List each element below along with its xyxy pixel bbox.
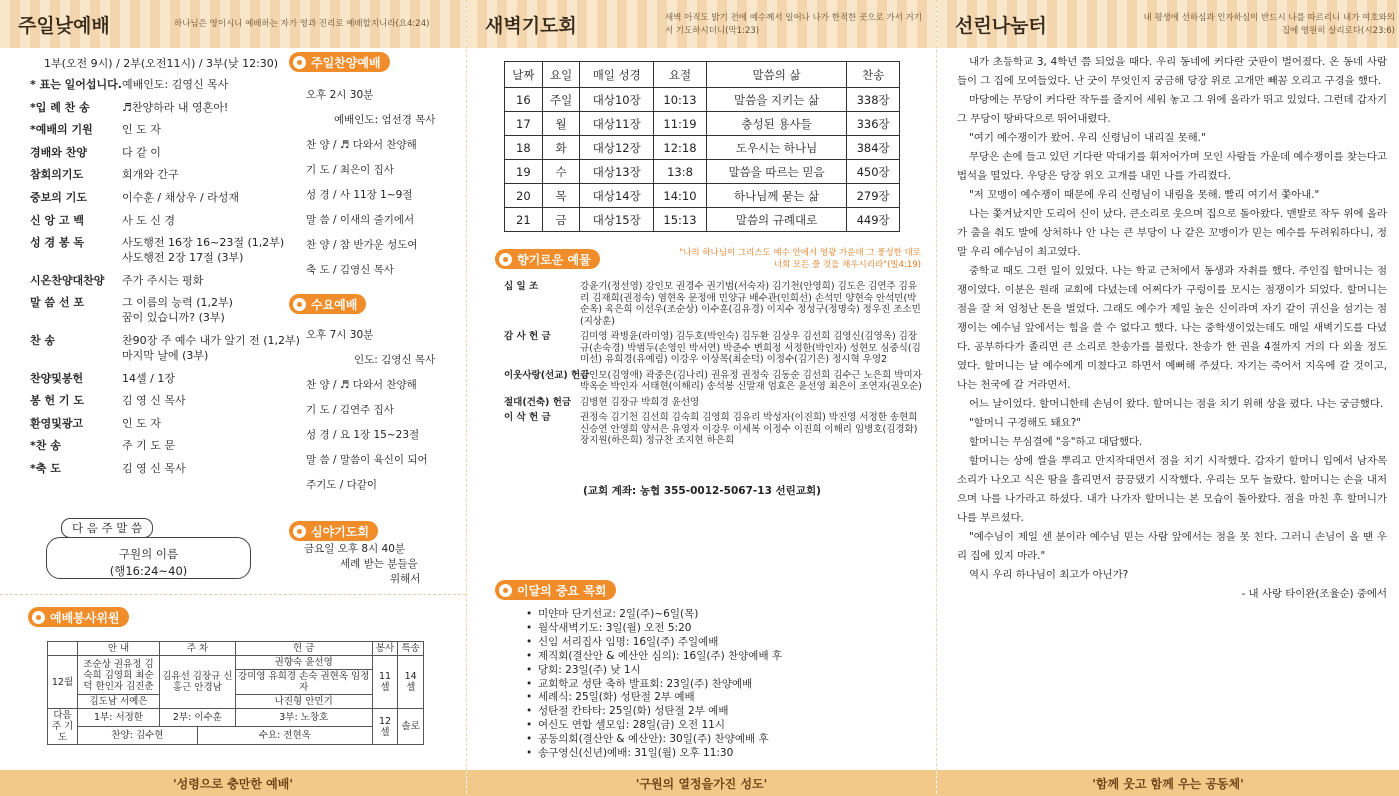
circle-icon — [293, 56, 306, 69]
praise-service-list — [306, 88, 436, 288]
table-cell: 18 — [505, 136, 543, 160]
table-cell: 12셀 — [372, 709, 398, 745]
circle-icon — [32, 611, 45, 624]
table-cell: 찬양: 김수현 — [78, 727, 198, 745]
order-value — [122, 333, 300, 363]
story-signature: - 내 사랑 타이완(조율순) 중에서 — [1241, 588, 1387, 600]
service-item: 찬 양 / ♬ 다와서 찬양해 — [306, 139, 417, 151]
table-cell: 화 — [542, 136, 580, 160]
list-item: • 세례식: 25일(화) 성탄절 2부 예배 — [538, 691, 782, 705]
order-label: *찬 송 — [30, 439, 61, 453]
table-cell: 김유선 김장규 신홍근 안경남 — [160, 656, 236, 709]
order-value-line: 사도행전 2장 17절 (3부) — [122, 251, 244, 265]
column-header: 매일 성경 — [580, 62, 654, 88]
service-item: 기 도 / 최은이 집사 — [306, 164, 394, 176]
table-cell: 15:13 — [654, 208, 707, 232]
table-cell: 17 — [505, 112, 543, 136]
order-label: 신 앙 고 백 — [30, 213, 84, 227]
circle-icon — [293, 298, 306, 311]
table-row — [48, 709, 424, 727]
dawn-column — [466, 0, 936, 796]
night-prayer-time: 금요일 오후 8시 40분 — [304, 543, 406, 555]
row-label: 다음주 기 도 — [48, 709, 78, 745]
table-cell: 월 — [542, 112, 580, 136]
order-value — [122, 77, 285, 92]
table-cell: 김도남 서예은 — [78, 695, 160, 709]
table-cell: 금 — [542, 208, 580, 232]
service-item: 성 경 / 요 1장 15~23절 — [306, 429, 420, 441]
order-value — [122, 416, 285, 431]
offering-badge — [495, 249, 600, 269]
table-cell: 19 — [505, 160, 543, 184]
offering-names: 권정숙 김기천 김선희 김숙희 김영희 김유리 박성자(이진희) 박진영 서정한 송현희 신승연 안영희 양서은 유영자 이강우 이세복 이정수 이진희 이해리 임병호(김경화) 장지원(하은희) 정규찬 조지현 하은희 — [580, 412, 918, 446]
story-paragraph: 역시 우리 하나님이 최고가 아닌가? — [969, 569, 1129, 581]
list-item: • 월삭새벽기도: 3일(월) 오전 5:20 — [538, 622, 782, 636]
order-label: 성 경 봉 독 — [30, 236, 84, 250]
next-week-sermon — [46, 537, 251, 579]
table-cell: 충성된 용사들 — [706, 112, 846, 136]
story-paragraph: "할머니 구경해도 돼요?" — [969, 417, 1082, 429]
night-prayer-title: 심야기도회 — [311, 524, 369, 539]
table-cell: 권향숙 윤선영 — [235, 656, 372, 670]
order-value — [122, 235, 285, 265]
sunday-column — [0, 0, 466, 796]
order-value-line: 사도행전 16장 16~23절 (1,2부) — [122, 236, 285, 250]
table-cell: 대상11장 — [580, 112, 654, 136]
order-row — [30, 167, 285, 182]
offering-row — [504, 412, 924, 447]
table-cell: 대상13장 — [580, 160, 654, 184]
service-item: 찬 양 / 참 반가운 성도여 — [306, 239, 418, 251]
order-value — [122, 393, 285, 408]
table-cell: 336장 — [847, 112, 900, 136]
sunday-times: 1부(오전 9시) / 2부(오전11시) / 3부(낮 12:30) — [44, 57, 279, 70]
table-cell: 449장 — [847, 208, 900, 232]
table-cell: 384장 — [847, 136, 900, 160]
table-cell: 3부: 노창호 — [235, 709, 372, 727]
order-value-line: 인 도 자 — [122, 123, 161, 137]
order-value-line: 회개와 간구 — [122, 168, 179, 182]
committee-badge — [28, 607, 129, 627]
order-row — [30, 145, 285, 160]
service-item: 오후 7시 30분 — [306, 329, 374, 341]
order-value — [122, 438, 285, 453]
dawn-prayer-table — [504, 61, 900, 232]
service-item: 찬 양 / ♬ 다와서 찬양해 — [306, 379, 417, 391]
order-label: 중보의 기도 — [30, 190, 87, 204]
praise-service-title: 주일찬양예배 — [311, 55, 381, 70]
service-item: 오후 2시 30분 — [306, 89, 374, 101]
service-committee-table — [47, 641, 424, 745]
story-paragraph: 할머니는 무심결에 "응"하고 대답했다. — [969, 436, 1143, 448]
order-value-line: 김 영 신 목사 — [122, 461, 186, 475]
story-paragraph: 중학교 때도 그런 일이 있었다. 나는 학교 근처에서 동생과 자취를 했다. 주인집 할머니는 점쟁이였다. 이분은 원래 교회에 다녔는데 어쩌다가 구렁이를 모시는 점쟁이가 되었다. 할머니는 점을 잘 쳐 엄청난 돈을 벌었다. 그래도 예수가 제일 높은 신이라며 자기 같이 귀신을 섬기는 점쟁이는 예수님 앞에서는 힘을 쓸 수 없다고 했다. 나는 중학생이었는데도 매일 새벽기도를 다녔다. 공부하다가 졸리면 큰 소리로 찬송가를 불렀다. 찬송가 한 권을 4절까지 거의 다 외울 정도였다. 할머니는 날 예수에게 미쳤다고 하면서 예뻐해 주셨다. 자기는 죽어서 지옥에 갈 것이고, 나는 천국에 갈 거라면서. — [957, 265, 1387, 391]
sunday-verse: 하나님은 영이시니 예배하는 자가 영과 진리로 예배할지니라(요4:24) — [174, 19, 430, 29]
table-cell: 강미영 유희경 손숙 권현옥 임정자 — [235, 670, 372, 695]
story-paragraph: 나는 쫓겨났지만 도리어 신이 났다. 큰소리로 웃으며 집으로 돌아왔다. 맨발로 작두 위에 올라가 춤을 춰도 발에 상처하나 안 나는 큰 부당이 나 같은 꼬맹이가 믿는 예수를 두려워하다니, 정말 우리 예수님이 최고였다. — [957, 208, 1387, 258]
table-cell: 279장 — [847, 184, 900, 208]
column-header: 주 차 — [160, 642, 236, 656]
monthly-events-badge — [495, 580, 616, 600]
table-cell: 하나님께 묻는 삶 — [706, 184, 846, 208]
order-value — [122, 167, 285, 182]
order-row — [30, 77, 285, 92]
dawn-title: 새벽기도회 — [485, 14, 577, 37]
order-label: *예배의 기원 — [30, 123, 93, 137]
column-header: 요절 — [654, 62, 707, 88]
offering-label: 십 일 조 — [504, 281, 539, 292]
wednesday-service-list — [306, 328, 435, 503]
order-value — [122, 190, 285, 205]
order-label: 환영및광고 — [30, 416, 84, 430]
monthly-events-title: 이달의 중요 목회 — [517, 583, 607, 598]
order-value — [122, 371, 285, 386]
order-label: * 표는 일어섭니다. — [30, 78, 122, 91]
table-cell: 20 — [505, 184, 543, 208]
table-row — [505, 136, 900, 160]
story-paragraph: 무당은 손에 들고 있던 기다란 막대기를 휘저어가며 모인 사람들 가운데 예수쟁이를 찾는다고 법석을 떨었다. 우당은 당장 위오 고개를 내민 나를 가리켰다. — [957, 151, 1387, 182]
table-row — [505, 160, 900, 184]
order-row — [30, 371, 285, 386]
column-header: 말씀의 삶 — [706, 62, 846, 88]
order-value — [122, 273, 285, 288]
church-account: (교회 계좌: 농협 355-0012-5067-13 선린교회) — [583, 485, 821, 497]
order-value-line: 찬90장 주 예수 내가 알기 전 (1,2부) — [122, 333, 300, 347]
order-label: *입 례 찬 송 — [30, 100, 90, 114]
order-value-line: 이수훈 / 채상우 / 라성재 — [122, 190, 240, 204]
order-value-line: 주가 주시는 평화 — [122, 273, 204, 287]
table-cell: 1부: 서정한 — [78, 709, 160, 727]
sunday-order — [30, 56, 300, 484]
table-cell: 목 — [542, 184, 580, 208]
table-cell: 21 — [505, 208, 543, 232]
order-row — [30, 295, 285, 325]
offering-names: 강윤기(정선영) 강인모 권경수 권기범(서숙자) 김기천(안영희) 김도은 김연주 김유리 김재희(권정숙) 염현옥 문정애 민양규 배수관(인희선) 손석민 양현숙 안석민(박순옥) 육은희 이선우(조순상) 이수훈(김유경) 이지수 정성구(정명숙) 정우진 조소민(지상훈) — [580, 281, 921, 327]
table-cell: 12:18 — [654, 136, 707, 160]
table-cell: 수 — [542, 160, 580, 184]
column-header: 특송 — [398, 642, 424, 656]
list-item: • 여신도 연합 셀모임: 28일(금) 오전 11시 — [538, 719, 782, 733]
column-header: 봉사 — [372, 642, 398, 656]
table-cell: 대상12장 — [580, 136, 654, 160]
offering-quote: "나의 하나님이 그리스도 예수 안에서 영광 가운데 그 풍성한 대로 너희 모든 쓸 것을 채우시리라"(빌4:19) — [679, 248, 921, 270]
list-item: • 제직회(결산안 & 예산안 심의): 16일(주) 찬양예배 후 — [538, 650, 782, 664]
offering-label: 감 사 헌 금 — [504, 331, 551, 342]
sunday-footer: '성령으로 충만한 예배' — [0, 770, 466, 796]
table-cell: 450장 — [847, 160, 900, 184]
divider — [0, 594, 466, 595]
service-item: 인도: 김영신 목사 — [354, 354, 436, 366]
order-value — [122, 145, 285, 160]
order-row — [30, 416, 285, 431]
service-item: 성 경 / 사 11장 1~9절 — [306, 189, 413, 201]
table-row — [48, 656, 424, 670]
night-prayer-note: 위해서 — [390, 573, 421, 585]
circle-icon — [499, 253, 512, 266]
table-cell: 대상15장 — [580, 208, 654, 232]
order-label: 말 씀 선 포 — [30, 296, 84, 310]
offering-label: 이웃사랑(선교) 헌금 — [504, 369, 590, 381]
dawn-header — [467, 0, 936, 48]
sunday-header — [0, 0, 466, 48]
order-value-line: 김 영 신 목사 — [122, 394, 186, 408]
table-cell: 조순상 권유정 김숙희 김영희 최순덕 한인자 김진춘 — [78, 656, 160, 695]
table-cell: 10:13 — [654, 88, 707, 112]
offering-names: 김병현 김장규 박희경 윤선영 — [580, 396, 700, 408]
offering-row — [504, 281, 924, 327]
service-item: 말 씀 / 말씀이 육신이 되어 — [306, 454, 428, 466]
service-item: 기 도 / 김연주 집사 — [306, 404, 394, 416]
order-value-line: 다 같 이 — [122, 145, 161, 159]
order-label: 경배와 찬양 — [30, 145, 87, 159]
order-row — [30, 100, 285, 115]
order-value-line: 꿈이 있습니까? (3부) — [122, 311, 225, 325]
next-sermon-title: 구원의 이름 — [118, 547, 179, 561]
row-label: 12월 — [48, 656, 78, 709]
wednesday-service-badge — [289, 294, 366, 314]
story-paragraph: 내가 초등학교 3, 4학년 쯤 되었을 때다. 우리 동네에 커다란 굿판이 벌어졌다. 온 동네 사람들이 그 집에 모여들었다. 난 굿이 무엇인지 궁금해 당장 위로 고개만 빼꼼 오리고 구경을 했다. — [957, 56, 1387, 87]
story-paragraph: 마당에는 무당이 커다란 작두를 줄지어 세워 놓고 그 위에 올라가 뛰고 있었다. 그런데 갑자기 그 무당이 땅바닥으로 뛰어내렸다. — [957, 94, 1387, 125]
sharing-header — [937, 0, 1399, 48]
table-cell: 대상14장 — [580, 184, 654, 208]
offering-row — [504, 370, 924, 393]
order-label: *축 도 — [30, 461, 61, 475]
next-sermon-passage: (행16:24~40) — [109, 564, 188, 578]
table-header-row — [505, 62, 900, 88]
dawn-verse: 새벽 아직도 밝기 전에 예수께서 일어나 나가 한적한 곳으로 가서 거기서 기도하시더니(막1:23) — [665, 13, 922, 36]
table-row — [505, 88, 900, 112]
sunday-title: 주일낮예배 — [18, 14, 110, 37]
offering-names: 김미영 곽병윤(라미영) 김두호(박인숙) 김두환 김상우 김선희 김영신(김영옥) 김장규(손숙경) 박범두(손영인 박서연) 박준수 변희정 서정한(박인자) 성현모 심중식(김미선) 유희경(유예림) 이강우 이상목(최순덕) 이정수(김기은) 정시혁 우영2 — [580, 331, 921, 365]
table-cell: 14셀 — [398, 656, 424, 709]
circle-icon — [293, 525, 306, 538]
order-label: 찬 송 — [30, 333, 56, 347]
night-prayer-note: 세례 받는 분들을 — [340, 558, 418, 570]
column-header: 날짜 — [505, 62, 543, 88]
table-cell: 11셀 — [372, 656, 398, 709]
order-value — [122, 100, 285, 115]
service-item: 주기도 / 다같이 — [306, 479, 378, 491]
offering-label: 이 삭 헌 금 — [504, 412, 551, 423]
order-row — [30, 122, 285, 137]
next-week-label: 다 음 주 말 씀 — [61, 518, 153, 538]
order-value-line: 마지막 날에 (3부) — [122, 348, 209, 362]
list-item: • 송구영신(신년)예배: 31일(월) 오후 11:30 — [538, 747, 782, 761]
order-value-line: 예배인도: 김영신 목사 — [122, 78, 229, 91]
story-paragraph: 어느 날이었다. 할머니한테 손님이 왔다. 할머니는 점을 치기 위해 상을 폈다. 나는 궁금했다. — [969, 398, 1384, 410]
order-value-line: 사 도 신 경 — [122, 213, 175, 227]
list-item: • 교회학교 성탄 축하 발표회: 23일(주) 찬양예배 — [538, 678, 782, 692]
night-prayer-badge — [289, 521, 378, 541]
list-item: • 공동의회(결산안 & 예산안): 30일(주) 찬양예배 후 — [538, 733, 782, 747]
sharing-footer: '함께 웃고 함께 우는 공동체' — [937, 770, 1399, 796]
table-row — [505, 112, 900, 136]
order-value — [122, 461, 285, 476]
offering-row — [504, 397, 924, 409]
order-row — [30, 235, 285, 265]
table-cell: 나진형 안민기 — [235, 695, 372, 709]
monthly-events-list — [538, 608, 782, 761]
story-paragraph: "예수님이 제일 센 분이라 예수님 믿는 사람 앞에서는 점을 못 친다. 그러니 손님이 올 땐 우리 집에 있지 마라." — [957, 531, 1387, 562]
table-cell: 수요: 전현옥 — [197, 727, 372, 745]
order-row — [30, 461, 285, 476]
order-label: 참회의기도 — [30, 168, 84, 182]
sharing-story — [957, 53, 1387, 604]
story-paragraph: "여기 예수쟁이가 왔어. 우리 신령님이 내리질 못해." — [969, 132, 1206, 144]
table-row — [505, 208, 900, 232]
praise-service-badge — [289, 52, 390, 72]
sharing-verse: 내 평생에 선하심과 인자하심이 반드시 나를 따르리니 내가 여호와의 집에 영원히 살리로다(시23:6) — [1143, 13, 1395, 36]
order-row — [30, 190, 285, 205]
table-header-row — [48, 642, 424, 656]
order-label: 봉 헌 기 도 — [30, 394, 84, 408]
column-header: 안 내 — [78, 642, 160, 656]
table-row — [48, 727, 424, 745]
order-label: 시온찬양대찬양 — [30, 273, 105, 287]
column-header: 헌 금 — [235, 642, 372, 656]
order-label: 찬양및봉헌 — [30, 371, 84, 385]
table-cell: 말씀을 지키는 삶 — [706, 88, 846, 112]
night-prayer-info — [304, 542, 420, 587]
order-row — [30, 438, 285, 453]
story-paragraph: 할머니는 상에 쌀을 뿌리고 만지작대면서 점을 치기 시작했다. 갑자기 할머니 입에서 남자목소리가 나오고 식은 땀을 흘리면서 끙끙댔기 시작했다. 우리는 모두 놀랐다. 할머니는 손을 내저으며 나를 나가라고 하셨다. 내가 나가자 할머니는 본 모습이 돌아왔다. 점을 마친 후 할머니가 나를 부르셨다. — [957, 455, 1387, 524]
table-cell: 13:8 — [654, 160, 707, 184]
offering-title: 향기로운 예물 — [517, 252, 591, 267]
order-value-line: 그 이름의 능력 (1,2부) — [122, 296, 233, 310]
offering-names: 강인모(김영애) 곽중은(김나리) 권유정 권정숙 김동순 김선희 김수근 노은희 박미자 박옥순 박인자 서태현(이해리) 송석봉 신말재 엄효은 윤선영 최은이 조연자(권오순) — [580, 369, 922, 392]
table-cell: 말씀을 따르는 믿음 — [706, 160, 846, 184]
list-item: • 미얀마 단기선교: 2일(주)~6일(목) — [538, 608, 782, 622]
offering-list — [504, 281, 924, 451]
table-cell: 338장 — [847, 88, 900, 112]
order-value-line: 14셀 / 1장 — [122, 371, 175, 385]
service-item: 예배인도: 엄선경 목사 — [334, 114, 436, 126]
list-item: • 성탄절 칸타타: 25일(화) 성탄절 2부 예배 — [538, 705, 782, 719]
table-cell: 말씀의 규례대로 — [706, 208, 846, 232]
order-row — [30, 333, 300, 363]
order-value — [122, 122, 285, 137]
committee-title: 예배봉사위원 — [50, 610, 120, 625]
table-cell: 대상10장 — [580, 88, 654, 112]
dawn-footer: '구원의 열정을가진 성도' — [467, 770, 936, 796]
service-item: 말 씀 / 이새의 줄기에서 — [306, 214, 415, 226]
table-cell: 2부: 이수훈 — [160, 709, 236, 727]
order-row — [30, 213, 285, 228]
order-value — [122, 295, 285, 325]
wednesday-service-title: 수요예배 — [311, 297, 358, 312]
column-header: 찬송 — [847, 62, 900, 88]
list-item: • 당회: 23일(주) 낮 1시 — [538, 664, 782, 678]
table-cell: 솔로 — [398, 709, 424, 745]
story-paragraph: "저 꼬맹이 예수쟁이 때문에 우리 신령님이 내림을 못해. 빨리 여기서 쫓아내." — [969, 189, 1320, 201]
offering-label: 절대(건축) 헌금 — [504, 396, 572, 408]
order-value — [122, 213, 285, 228]
table-cell: 11:19 — [654, 112, 707, 136]
table-cell: 16 — [505, 88, 543, 112]
order-value-line: 인 도 자 — [122, 416, 161, 430]
table-cell: 도우시는 하나님 — [706, 136, 846, 160]
service-item: 축 도 / 김영신 목사 — [306, 264, 394, 276]
column-header: 요일 — [542, 62, 580, 88]
table-cell: 14:10 — [654, 184, 707, 208]
order-value-line: 주 기 도 문 — [122, 439, 175, 453]
table-row — [48, 695, 424, 709]
table-cell: 주일 — [542, 88, 580, 112]
order-value-line: ♬찬양하라 내 영혼아! — [122, 100, 229, 114]
list-item: • 신임 서리집사 임명: 16일(주) 주일예배 — [538, 636, 782, 650]
order-row — [30, 393, 285, 408]
circle-icon — [499, 584, 512, 597]
offering-row — [504, 331, 924, 366]
table-row — [505, 184, 900, 208]
order-row — [30, 273, 285, 288]
sharing-column — [936, 0, 1399, 796]
sharing-title: 선린나눔터 — [955, 14, 1047, 37]
